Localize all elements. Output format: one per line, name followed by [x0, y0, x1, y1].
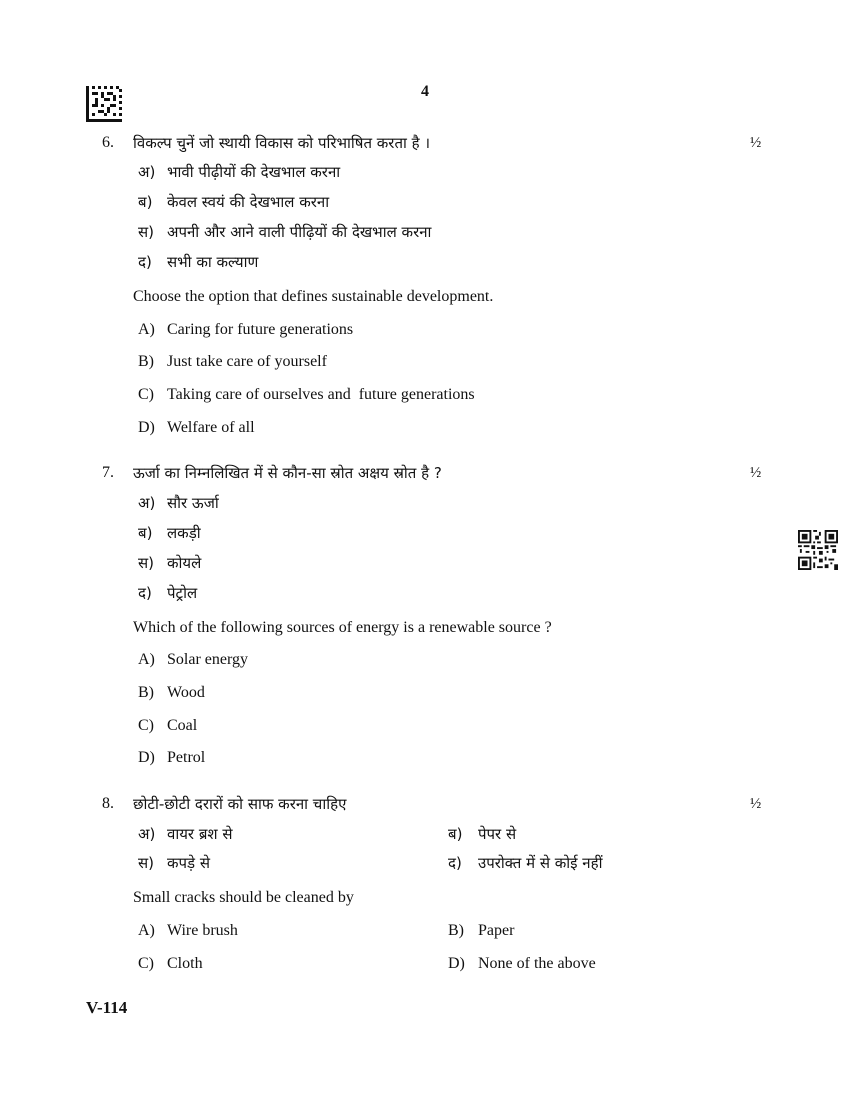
option-text: कोयले	[167, 554, 202, 572]
option-label: अ)	[138, 163, 156, 181]
question-text-english: Small cracks should be cleaned by	[133, 889, 354, 906]
option-text: लकड़ी	[167, 524, 201, 542]
option-label: C)	[138, 386, 154, 403]
page-number: 4	[421, 83, 429, 100]
option-label: D)	[448, 955, 465, 972]
option-text: वायर ब्रश से	[167, 825, 233, 843]
option-label: C)	[138, 717, 154, 734]
option-label: C)	[138, 955, 154, 972]
question-text-hindi: विकल्प चुनें जो स्थायी विकास को परिभाषित करता है ।	[133, 134, 431, 152]
option-label: अ)	[138, 494, 156, 512]
option-text: अपनी और आने वाली पीढ़ियों की देखभाल करना	[167, 223, 432, 241]
option-text: None of the above	[478, 955, 596, 972]
option-text: Caring for future generations	[167, 321, 354, 338]
option-label: B)	[448, 922, 464, 939]
option-text: Cloth	[167, 955, 203, 972]
option-text: Coal	[167, 717, 198, 734]
option-text: Wire brush	[167, 922, 238, 939]
option-label: ब)	[448, 825, 463, 843]
option-text: Taking care of ourselves and future generations	[167, 386, 475, 403]
option-text: सभी का कल्याण	[167, 253, 259, 271]
question-text-english: Choose the option that defines sustainable development.	[133, 288, 494, 305]
option-label: A)	[138, 321, 155, 338]
option-label: D)	[138, 419, 155, 436]
option-label: ब)	[138, 193, 153, 211]
paper-code: V-114	[86, 998, 128, 1017]
option-label: द)	[448, 854, 462, 872]
option-text: Just take care of yourself	[167, 353, 327, 370]
question-number: 8.	[102, 795, 114, 812]
option-text: केवल स्वयं की देखभाल करना	[167, 193, 330, 211]
option-label: D)	[138, 749, 155, 766]
option-label: द)	[138, 253, 152, 271]
option-text: Welfare of all	[167, 419, 255, 436]
option-label: ब)	[138, 524, 153, 542]
option-label: A)	[138, 651, 155, 668]
question-text-english: Which of the following sources of energy is a renewable source ?	[133, 619, 552, 636]
question-marks: ½	[750, 796, 762, 812]
option-label: B)	[138, 353, 154, 370]
option-text: पेट्रोल	[167, 584, 198, 602]
option-label: स)	[138, 854, 154, 872]
option-text: उपरोक्त में से कोई नहीं	[478, 854, 603, 872]
option-text: Solar energy	[167, 651, 249, 668]
option-text: Petrol	[167, 749, 206, 766]
option-text: Wood	[167, 684, 205, 701]
question-marks: ½	[750, 465, 762, 481]
question-number: 7.	[102, 464, 114, 481]
question-number: 6.	[102, 134, 114, 151]
question-text-hindi: छोटी-छोटी दरारों को साफ करना चाहिए	[133, 795, 347, 813]
option-text: सौर ऊर्जा	[167, 494, 219, 512]
option-label: द)	[138, 584, 152, 602]
option-label: B)	[138, 684, 154, 701]
option-text: Paper	[478, 922, 515, 939]
option-text: भावी पीढ़ीयों की देखभाल करना	[167, 163, 341, 181]
option-label: अ)	[138, 825, 156, 843]
option-label: A)	[138, 922, 155, 939]
question-text-hindi: ऊर्जा का निम्नलिखित में से कौन-सा स्रोत अक्षय स्रोत है ?	[133, 464, 442, 482]
option-text: कपड़े से	[167, 854, 210, 872]
option-label: स)	[138, 554, 154, 572]
question-marks: ½	[750, 135, 762, 151]
qr-code	[798, 530, 838, 570]
option-label: स)	[138, 223, 154, 241]
option-text: पेपर से	[478, 825, 517, 843]
